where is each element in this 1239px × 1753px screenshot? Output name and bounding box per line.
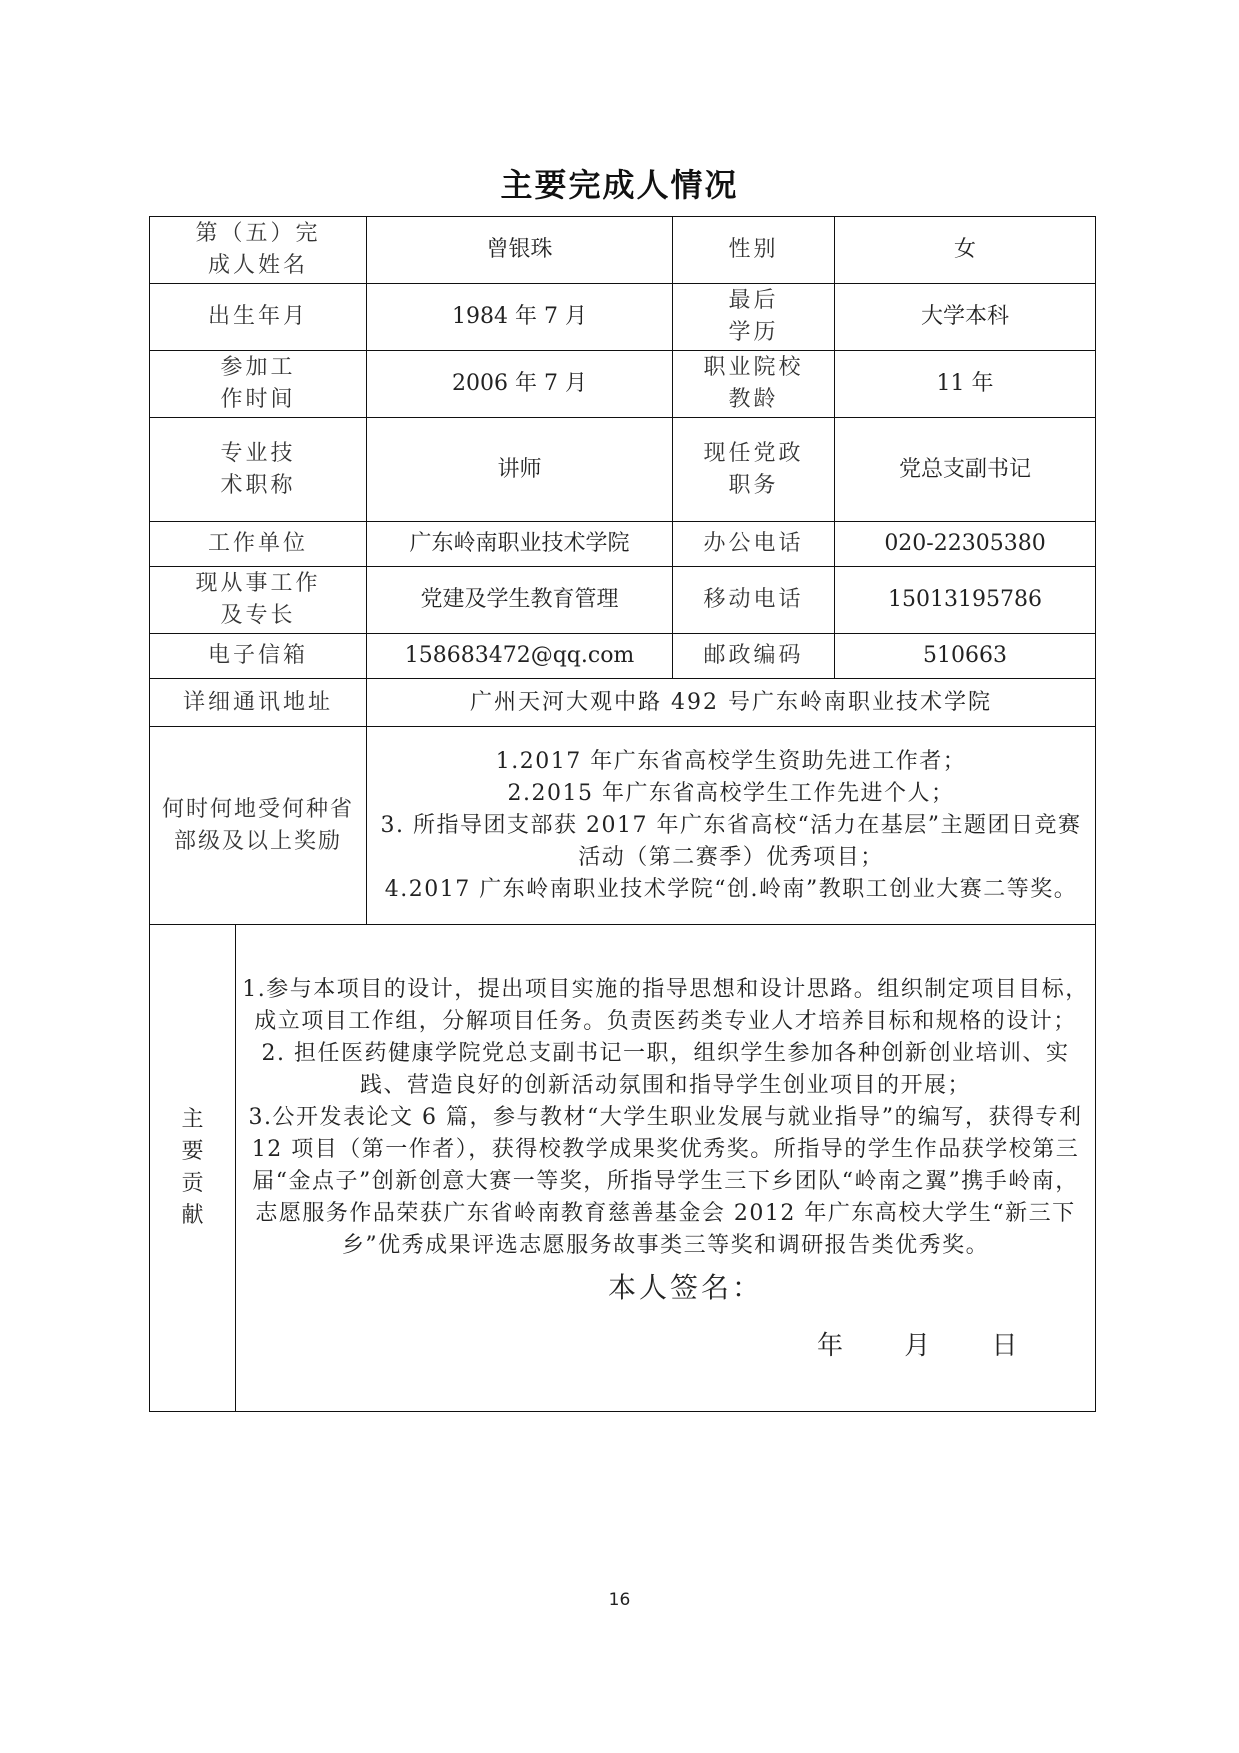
signature-label: 本人签名： xyxy=(608,1271,764,1304)
table-row xyxy=(150,634,1096,679)
contribution-content xyxy=(236,925,1096,1412)
table-row xyxy=(150,418,1096,522)
table-row xyxy=(150,217,1096,284)
awards-label: 何时何地受何种省部级及以上奖励 xyxy=(150,727,367,925)
specialty-value: 党建及学生教育管理 xyxy=(367,567,673,634)
specialty-label: 现从事工作及专长 xyxy=(150,567,367,634)
award-item: 4.2017 广东岭南职业技术学院“创.岭南”教职工创业大赛二等奖。 xyxy=(384,876,1078,902)
contribution-label-char: 贡 xyxy=(181,1171,204,1196)
table-row xyxy=(150,727,1096,925)
mobile-label: 移动电话 xyxy=(673,567,835,634)
table-row xyxy=(150,567,1096,634)
work-start-value: 2006 年 7 月 xyxy=(367,351,673,418)
gender-value: 女 xyxy=(835,217,1096,284)
awards-list xyxy=(367,727,1096,925)
education-label: 最后学历 xyxy=(673,284,835,351)
name-label: 第（五）完成人姓名 xyxy=(150,217,367,284)
date-year: 年 xyxy=(816,1331,845,1361)
postcode-label: 邮政编码 xyxy=(673,634,835,679)
award-item: 3. 所指导团支部获 2017 年广东省高校“活力在基层”主题团日竞赛活动（第二赛季）优秀项目； xyxy=(380,812,1082,870)
unit-label: 工作单位 xyxy=(150,522,367,567)
award-item: 2.2015 年广东省高校学生工作先进个人； xyxy=(507,780,955,806)
postcode-value: 510663 xyxy=(835,634,1096,679)
office-phone-value: 020-22305380 xyxy=(835,522,1096,567)
birth-value: 1984 年 7 月 xyxy=(367,284,673,351)
post-label: 现任党政职务 xyxy=(673,418,835,522)
mobile-value: 15013195786 xyxy=(835,567,1096,634)
table-row xyxy=(150,925,1096,1412)
table-row xyxy=(150,351,1096,418)
contribution-label-char: 献 xyxy=(181,1203,204,1228)
contribution-label-char: 主 xyxy=(181,1107,204,1132)
address-value: 广州天河大观中路 492 号广东岭南职业技术学院 xyxy=(367,679,1096,727)
table-row xyxy=(150,522,1096,567)
title-value: 讲师 xyxy=(367,418,673,522)
name-value: 曾银珠 xyxy=(367,217,673,284)
page-title: 主要完成人情况 xyxy=(500,166,739,204)
date-day: 日 xyxy=(991,1331,1020,1361)
info-table xyxy=(149,216,1096,1412)
office-phone-label: 办公电话 xyxy=(673,522,835,567)
title-label: 专业技术职称 xyxy=(150,418,367,522)
table-row xyxy=(150,679,1096,727)
address-label: 详细通讯地址 xyxy=(150,679,367,727)
gender-label: 性别 xyxy=(673,217,835,284)
date-month: 月 xyxy=(904,1331,932,1361)
birth-label: 出生年月 xyxy=(150,284,367,351)
contribution-label xyxy=(150,925,236,1412)
teaching-years-label: 职业院校教龄 xyxy=(673,351,835,418)
work-start-label: 参加工作时间 xyxy=(150,351,367,418)
contribution-paragraph: 1.参与本项目的设计，提出项目实施的指导思想和设计思路。组织制定项目目标，成立项目工作组，分解项目任务。负责医药类专业人才培养目标和规格的设计； xyxy=(242,977,1089,1034)
page-number: 16 xyxy=(608,1590,631,1610)
email-label: 电子信箱 xyxy=(150,634,367,679)
contribution-paragraph: 2. 担任医药健康学院党总支副书记一职，组织学生参加各种创新创业培训、实践、营造良好的创新活动氛围和指导学生创业项目的开展； xyxy=(261,1041,1070,1098)
signature-date xyxy=(242,1330,1089,1362)
award-item: 1.2017 年广东省高校学生资助先进工作者； xyxy=(495,748,967,774)
unit-value: 广东岭南职业技术学院 xyxy=(367,522,673,567)
education-value: 大学本科 xyxy=(835,284,1096,351)
table-row xyxy=(150,284,1096,351)
teaching-years-value: 11 年 xyxy=(835,351,1096,418)
contribution-paragraph: 3.公开发表论文 6 篇，参与教材“大学生职业发展与就业指导”的编写，获得专利 12 项目（第一作者），获得校教学成果奖优秀奖。所指导的学生作品获学校第三届“金点子”创新创意大赛一等奖，所指导学生三下乡团队“岭南之翼”携手岭南，志愿服务作品荣获广东省岭南教育慈善基金会 2012 年广东高校大学生“新三下乡”优秀成果评选志愿服务故事类三等奖和调研报告类优秀奖。 xyxy=(248,1105,1083,1258)
email-value: 158683472@qq.com xyxy=(367,634,673,679)
contribution-label-char: 要 xyxy=(181,1139,204,1164)
post-value: 党总支副书记 xyxy=(835,418,1096,522)
